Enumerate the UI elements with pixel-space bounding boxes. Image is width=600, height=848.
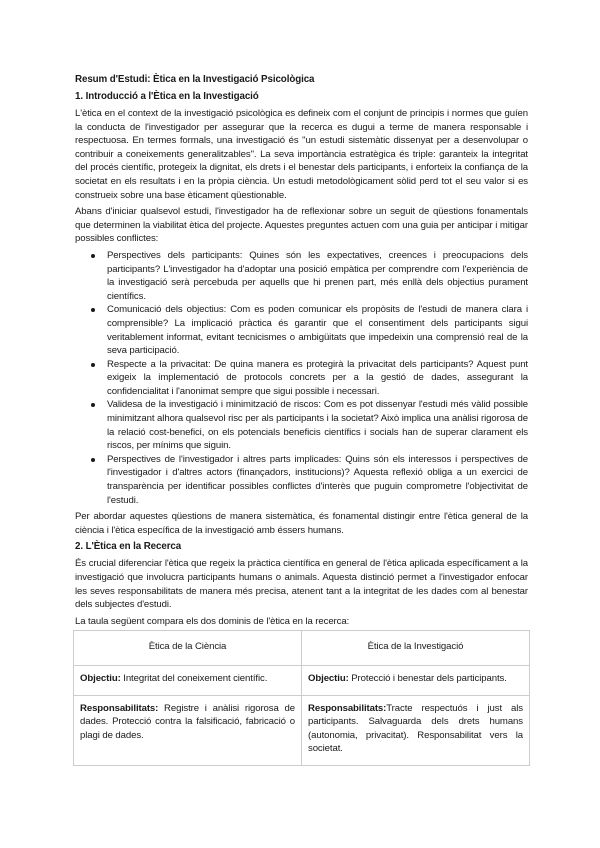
cell-text: Registre i anàlisi rigorosa de dades. Protecció contra la falsificació, fabricació o plagi de dades. <box>80 702 295 741</box>
table-cell <box>74 665 302 695</box>
table-row <box>74 695 530 765</box>
cell-text: Integritat del coneixement científic. <box>120 672 268 684</box>
list-item: Perspectives dels participants: Quines són les expectatives, creences i preocupacions dels participants? L'investigador ha d'adoptar una posició empàtica per comprendre com l'experiència de la investigació serà percebuda per aquells que hi prenen part, més enllà dels objectius purament científics. <box>107 249 528 302</box>
paragraph: Abans d'iniciar qualsevol estudi, l'investigador ha de reflexionar sobre un seguit de qüestions fonamentals que determinen la viabilitat ètica del projecte. Aquestes preguntes actuen com una guia per anticipar i mitigar possibles conflictes: <box>75 206 528 245</box>
document-title: Resum d'Estudi: Ètica en la Investigació Psicològica <box>75 74 315 85</box>
cell-label: Responsabilitats: <box>308 702 387 714</box>
table-intro: La taula següent compara els dos dominis de l'ètica en la recerca: <box>75 615 350 627</box>
paragraph: L'ètica en el context de la investigació psicològica es defineix com el conjunt de principis i normes que guíen la conducta de l'investigador per assegurar que la recerca es dugui a terme de manera responsable i respectuosa. En termes formals, una investigació és "un estudi sistemàtic dissenyat per a desenvolupar o contribuir a coneixements generalitzables". La seva importància estratègica és triple: garanteix la integritat del procés científic, protegeix la dignitat, els drets i el benestar dels participants, i enforteix la confiança de la societat en els resultats i en la pròpia ciència. Un estudi metodològicament sòlid perd tot el seu valor si es construeix sobre una base èticament qüestionable. <box>75 108 528 201</box>
table-cell <box>302 695 530 765</box>
cell-label: Objectiu: <box>308 672 349 684</box>
table-cell <box>74 695 302 765</box>
paragraph: Per abordar aquestes qüestions de manera sistemàtica, és fonamental distingir entre l'ètica general de la ciència i l'ètica específica de la investigació amb éssers humans. <box>75 511 528 536</box>
list-item: Comunicació dels objectius: Com es poden comunicar els propòsits de l'estudi de manera clara i comprensible? La implicació pràctica és garantir que el consentiment dels participants sigui veritablement informat, evitant tecnicismes o ambigüitats que impedeixin una comprensió real de la seva participació. <box>107 304 528 357</box>
document-page <box>75 73 528 766</box>
table-row <box>74 665 530 695</box>
cell-label: Responsabilitats: <box>80 702 159 714</box>
section-1-heading: 1. Introducció a l'Ètica en la Investigació <box>75 91 259 102</box>
table-cell <box>302 665 530 695</box>
table-header: Ètica de la Ciència <box>74 631 302 666</box>
section-2-heading: 2. L'Ètica en la Recerca <box>75 541 182 553</box>
questions-list <box>75 249 528 507</box>
comparison-table <box>73 630 530 766</box>
list-item: Respecte a la privacitat: De quina manera es protegirà la privacitat dels participants? Aquest punt exigeix la implementació de protocols concrets per a la gestió de dades, assegurant la confidencialitat i l'anonimat sempre que sigui possible i necessari. <box>107 358 528 397</box>
cell-text: Protecció i benestar dels participants. <box>348 672 507 684</box>
list-item: Validesa de la investigació i minimització de riscos: Com es pot dissenyar l'estudi més vàlid possible minimitzant alhora qualsevol risc per als participants i la societat? Això implica una anàlisi rigorosa de la relació cost-benefici, on els potencials beneficis científics i socials han de superar clarament els riscos, per mínims que siguin. <box>107 399 528 452</box>
cell-text: Tracte respectuós i just als participants. Salvaguarda dels drets humans (autonomia, privacitat). Responsabilitat vers la societat. <box>308 702 523 755</box>
table-header-row <box>74 631 530 666</box>
cell-label: Objectiu: <box>80 672 121 684</box>
list-item: Perspectives de l'investigador i altres parts implicades: Quins són els interessos i perspectives de l'investigador i d'altres actors (finançadors, institucions)? Aquesta reflexió obliga a un exercici de transparència per identificar possibles conflictes d'interès que puguin comprometre l'objectivitat de l'estudi. <box>107 453 528 506</box>
paragraph: És crucial diferenciar l'ètica que regeix la pràctica científica en general de l'ètica aplicada específicament a la investigació que involucra participants humans o animals. Aquesta distinció permet a l'investigador enfocar les seves responsabilitats de manera més precisa, atenent tant a la integritat de les dades com al benestar dels subjectes d'estudi. <box>75 558 528 611</box>
table-header: Ètica de la Investigació <box>302 631 530 666</box>
